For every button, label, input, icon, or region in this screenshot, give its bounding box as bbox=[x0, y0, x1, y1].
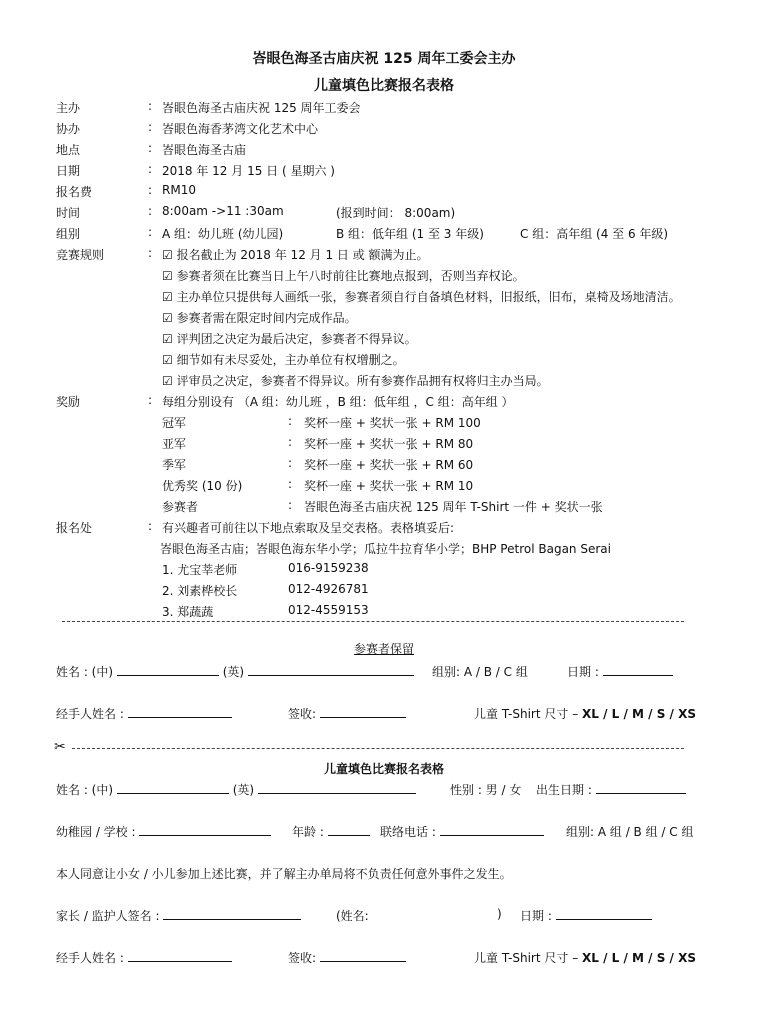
colon: : bbox=[148, 519, 153, 533]
info-label: 地点 bbox=[56, 143, 81, 157]
info-value: 峇眼色海香茅湾文化艺术中心 bbox=[162, 122, 319, 136]
rule-item: ☑ 细节如有未尽妥处，主办单位有权增删之。 bbox=[162, 353, 405, 367]
colon: : bbox=[148, 99, 153, 113]
prize-name: 冠军 bbox=[162, 416, 187, 430]
name-cn-input[interactable] bbox=[117, 781, 229, 794]
name-cn-field[interactable] bbox=[117, 663, 219, 676]
form-handler-row bbox=[56, 949, 232, 966]
form-section-title: 儿童填色比赛报名表格 bbox=[323, 762, 444, 776]
info-value: 峇眼色海圣古庙 bbox=[162, 143, 247, 157]
date-input[interactable] bbox=[556, 907, 652, 920]
contact-name: 1. 尤宝莘老师 bbox=[162, 563, 238, 577]
info-label: 主办 bbox=[56, 101, 81, 115]
gender-options[interactable]: 性别 : 男 / 女 bbox=[450, 783, 522, 797]
register-line: 有兴趣者可前往以下地点索取及呈交表格。表格填妥后: bbox=[162, 521, 455, 535]
group-c: C 组：高年组 (4 至 6 年级) bbox=[520, 227, 669, 241]
prize-value: 奖杯一座 + 奖状一张 + RM 10 bbox=[304, 479, 474, 493]
school-label: 幼稚园 / 学校 : bbox=[56, 825, 136, 839]
form-title: 儿童填色比赛报名表格 bbox=[314, 78, 454, 94]
date-label: 日期 : bbox=[567, 665, 599, 679]
prize-value: 奖杯一座 + 奖状一张 + RM 60 bbox=[304, 458, 474, 472]
contact-phone: 012-4559153 bbox=[288, 603, 369, 617]
sign-label: 签收: bbox=[288, 707, 317, 721]
guardian-sign-input[interactable] bbox=[163, 907, 301, 920]
colon: : bbox=[148, 225, 153, 239]
date-field[interactable] bbox=[603, 663, 673, 676]
prize-name: 优秀奖 (10 份) bbox=[162, 479, 243, 493]
contact-name: 3. 郑蔬蔬 bbox=[162, 605, 214, 619]
name-en-field[interactable] bbox=[248, 663, 414, 676]
colon: : bbox=[148, 204, 153, 218]
stub-handler-row bbox=[56, 705, 232, 722]
age-input[interactable] bbox=[328, 823, 370, 836]
phone-label: 联络电话 : bbox=[380, 825, 436, 839]
group-options[interactable]: 组别: A 组 / B 组 / C 组 bbox=[566, 825, 694, 839]
register-locations: 峇眼色海圣古庙；峇眼色海东华小学；瓜拉牛拉育华小学；BHP Petrol Bagan Serai bbox=[160, 542, 611, 556]
group-a: A 组：幼儿班 (幼儿园) bbox=[162, 227, 284, 241]
shirt-label: 儿童 T-Shirt 尺寸 – bbox=[474, 707, 583, 721]
info-value: 峇眼色海圣古庙庆祝 125 周年工委会 bbox=[162, 101, 361, 115]
stub-shirt-row bbox=[474, 705, 696, 722]
name-en-input[interactable] bbox=[258, 781, 416, 794]
rule-item: ☑ 参赛者须在比赛当日上午八时前往比赛地点报到，否则当弃权论。 bbox=[162, 269, 525, 283]
handler-label: 经手人姓名 : bbox=[56, 951, 124, 965]
stub-title: 参赛者保留 bbox=[353, 642, 414, 656]
rules-label: 竞赛规则 bbox=[56, 248, 105, 262]
colon: : bbox=[148, 183, 153, 197]
stub-sign-row bbox=[288, 705, 406, 722]
birth-input[interactable] bbox=[596, 781, 686, 794]
name-en-label: (英) bbox=[232, 783, 255, 797]
info-label: 协办 bbox=[56, 122, 81, 136]
colon: : bbox=[148, 246, 153, 260]
contact-phone: 016-9159238 bbox=[288, 561, 369, 575]
contact-name: 2. 刘素桦校长 bbox=[162, 584, 238, 598]
time-value: 8:00am ->11 :30am bbox=[162, 204, 284, 218]
info-label: 日期 bbox=[56, 164, 81, 178]
prize-value: 峇眼色海圣古庙庆祝 125 周年 T-Shirt 一件 + 奖状一张 bbox=[304, 500, 603, 514]
phone-input[interactable] bbox=[440, 823, 544, 836]
birth-label: 出生日期 : bbox=[536, 783, 592, 797]
form-date-row bbox=[520, 907, 652, 924]
handler-field[interactable] bbox=[128, 705, 232, 718]
colon: : bbox=[288, 456, 293, 470]
rule-item: ☑ 参赛者需在限定时间内完成作品。 bbox=[162, 311, 357, 325]
check-in-time: (报到时间： 8:00am) bbox=[336, 206, 456, 220]
guardian-row bbox=[56, 907, 301, 924]
info-label: 组别 bbox=[56, 227, 81, 241]
main-title: 峇眼色海圣古庙庆祝 125 周年工委会主办 bbox=[252, 51, 516, 67]
prize-name: 亚军 bbox=[162, 437, 187, 451]
divider bbox=[62, 621, 684, 622]
info-value: RM10 bbox=[162, 183, 196, 197]
guardian-name-label: (姓名: bbox=[336, 909, 369, 923]
paren-close: ) bbox=[497, 907, 502, 921]
rule-item: ☑ 报名截止为 2018 年 12 月 1 日 或 额满为止。 bbox=[162, 248, 429, 262]
name-en-label: (英) bbox=[222, 665, 245, 679]
colon: : bbox=[148, 120, 153, 134]
colon: : bbox=[288, 414, 293, 428]
register-label: 报名处 bbox=[56, 521, 93, 535]
colon: : bbox=[288, 477, 293, 491]
stub-date-row bbox=[567, 663, 673, 680]
age-row bbox=[292, 823, 370, 840]
rule-item: ☑ 评审员之决定，参赛者不得异议。所有参赛作品拥有权将归主办当局。 bbox=[162, 374, 549, 388]
scissors-icon: ✂ bbox=[54, 739, 66, 755]
handler-label: 经手人姓名 : bbox=[56, 707, 124, 721]
contact-phone: 012-4926781 bbox=[288, 582, 369, 596]
school-row bbox=[56, 823, 271, 840]
rule-item: ☑ 评判团之决定为最后决定，参赛者不得异议。 bbox=[162, 332, 417, 346]
stub-group: 组别: A / B / C 组 bbox=[432, 665, 528, 679]
group-b: B 组：低年组 (1 至 3 年级) bbox=[336, 227, 484, 241]
consent-text: 本人同意让小女 / 小儿参加上述比赛，并了解主办单局将不负责任何意外事件之发生。 bbox=[56, 867, 512, 881]
date-label: 日期 : bbox=[520, 909, 552, 923]
name-cn-label: 姓名 : (中) bbox=[56, 665, 114, 679]
form-shirt-row bbox=[474, 949, 696, 966]
prize-value: 奖杯一座 + 奖状一张 + RM 80 bbox=[304, 437, 474, 451]
prize-name: 参赛者 bbox=[162, 500, 199, 514]
info-value: 2018 年 12 月 15 日 ( 星期六 ) bbox=[162, 164, 335, 178]
sign-input[interactable] bbox=[320, 949, 406, 962]
shirt-sizes: XL / L / M / S / XS bbox=[582, 951, 696, 965]
form-name-row bbox=[56, 781, 416, 798]
phone-row bbox=[380, 823, 544, 840]
prizes-label: 奖励 bbox=[56, 395, 81, 409]
prizes-intro: 每组分别设有 （A 组：幼儿班 ，B 组：低年组 ，C 组：高年组 ） bbox=[162, 395, 514, 409]
form-sign-row bbox=[288, 949, 406, 966]
cut-line bbox=[72, 748, 684, 749]
rule-item: ☑ 主办单位只提供每人画纸一张，参赛者须自行自备填色材料，旧报纸，旧布，桌椅及场地清洁。 bbox=[162, 290, 681, 304]
colon: : bbox=[148, 393, 153, 407]
birth-row bbox=[536, 781, 686, 798]
prize-name: 季军 bbox=[162, 458, 187, 472]
guardian-label: 家长 / 监护人签名 : bbox=[56, 909, 160, 923]
prize-value: 奖杯一座 + 奖状一张 + RM 100 bbox=[304, 416, 481, 430]
sign-label: 签收: bbox=[288, 951, 317, 965]
name-cn-label: 姓名 : (中) bbox=[56, 783, 114, 797]
colon: : bbox=[148, 141, 153, 155]
info-label: 报名费 bbox=[56, 185, 93, 199]
colon: : bbox=[288, 435, 293, 449]
shirt-sizes: XL / L / M / S / XS bbox=[582, 707, 696, 721]
handler-input[interactable] bbox=[128, 949, 232, 962]
info-label: 时间 bbox=[56, 206, 81, 220]
sign-field[interactable] bbox=[320, 705, 406, 718]
age-label: 年龄 : bbox=[292, 825, 324, 839]
school-input[interactable] bbox=[139, 823, 271, 836]
colon: : bbox=[288, 498, 293, 512]
stub-name-row bbox=[56, 663, 414, 680]
shirt-label: 儿童 T-Shirt 尺寸 – bbox=[474, 951, 583, 965]
colon: : bbox=[148, 162, 153, 176]
